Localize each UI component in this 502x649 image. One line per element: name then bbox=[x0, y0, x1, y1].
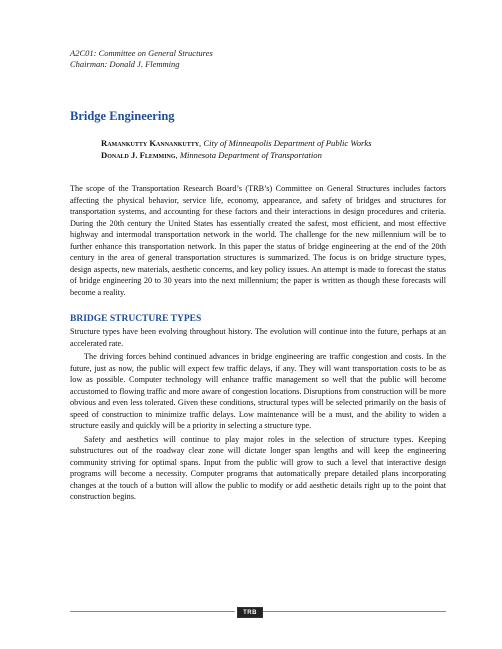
footer-rule-right bbox=[263, 611, 446, 612]
committee-chairman: Chairman: Donald J. Flemming bbox=[70, 59, 180, 69]
trb-logo-text: TRB bbox=[243, 609, 257, 616]
author-line: Donald J. Flemming, Minnesota Department of Transportation bbox=[101, 150, 322, 160]
author-name: Donald J. Flemming bbox=[101, 150, 176, 160]
footer-rule-left bbox=[70, 611, 235, 612]
author-affiliation: City of Minneapolis Department of Public Works bbox=[203, 138, 372, 148]
author-name: Ramankutty Kannankutty bbox=[101, 138, 200, 148]
body-paragraph: Safety and aesthetics will continue to play major roles in the selection of structure types. Keeping substructures out of the roadway clear zone will dictate longer span lengths and will keep the engineering community striving for optimal spans. Input from the public will grow to such a level that interactive design programs will become a necessity. Computer programs that automatically prepare detailed plans incorporating changes at the touch of a button will allow the public to modify or add aesthetic details right up to the point that construction begins. bbox=[70, 434, 446, 501]
section-body bbox=[70, 326, 446, 503]
body-paragraph: Structure types have been evolving throughout history. The evolution will continue into the future, perhaps at an accelerated rate. bbox=[70, 327, 446, 348]
author-affiliation: Minnesota Department of Transportation bbox=[179, 150, 322, 160]
author-line: Ramankutty Kannankutty, City of Minneapolis Department of Public Works bbox=[101, 138, 372, 148]
committee-name: A2C01: Committee on General Structures bbox=[70, 48, 213, 58]
author-list bbox=[101, 137, 372, 161]
section-heading: BRIDGE STRUCTURE TYPES bbox=[70, 314, 202, 324]
body-paragraph: The driving forces behind continued advances in bridge engineering are traffic congestion and costs. In the future, just as now, the public will expect few traffic delays, if any. They will want transportation costs to be as low as possible. Computer technology will enhance traffic management so well that the public will become accustomed to flowing traffic and more aware of congestion locations. Disruptions from construction will be more obvious and even less tolerated. Given these conditions, structural types will be selected primarily on the basis of speed of construction to minimize traffic delays. Low maintenance will be a must, and the ability to widen a structure easily and quickly will be a priority in selecting a structure type. bbox=[70, 352, 446, 430]
abstract: The scope of the Transportation Research Board’s (TRB’s) Committee on General Structures includes factors affecting the physical behavior, service life, economy, appearance, and safety of bridges and structures for transportation systems, and accounting for these factors and their interactions in design procedures and criteria. During the 20th century the United States has essentially created the safest, most efficient, and most effective highway and intermodal transportation network in the world. The challenge for the new millennium will be to further enhance this transportation network. In this paper the status of bridge engineering at the end of the 20th century in the area of general transportation structures is summarized. The focus is on bridge structure types, design aspects, new materials, aesthetic concerns, and key policy issues. An attempt is made to forecast the status of bridge engineering 20 to 30 years into the next millennium; the paper is written as though these forecasts will become a reality. bbox=[70, 184, 446, 297]
trb-logo bbox=[237, 607, 263, 618]
paper-title: Bridge Engineering bbox=[70, 109, 175, 123]
committee-header bbox=[70, 48, 213, 70]
